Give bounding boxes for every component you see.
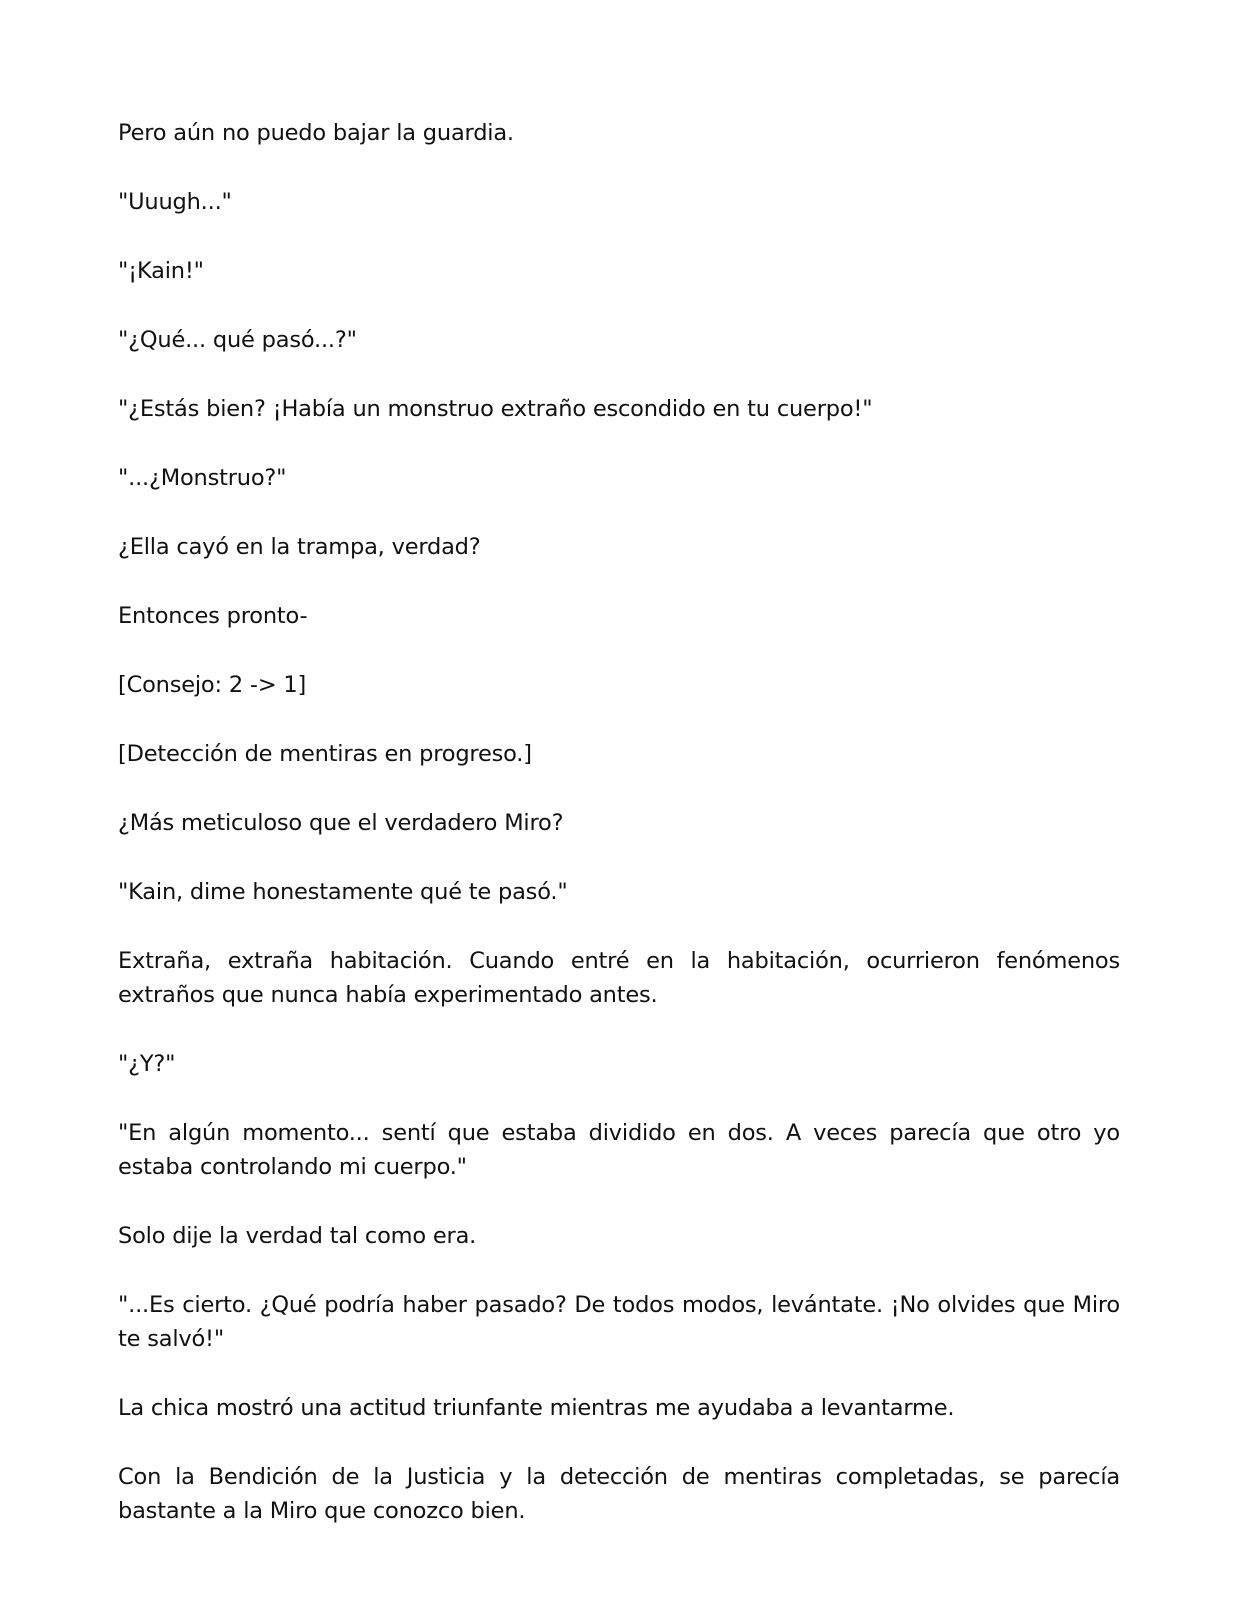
paragraph: "Uuugh..."	[118, 189, 232, 215]
paragraph: [Consejo: 2 -> 1]	[118, 672, 307, 698]
paragraph: ¿Ella cayó en la trampa, verdad?	[118, 534, 481, 560]
paragraph: "...¿Monstruo?"	[118, 465, 287, 491]
paragraph: "En algún momento... sentí que estaba dividido en dos. A veces parecía que otro yo estaba controlando mi cuerpo."	[118, 1120, 1120, 1180]
document-page	[118, 0, 1120, 1620]
paragraph: "¿Y?"	[118, 1051, 176, 1077]
paragraph: Solo dije la verdad tal como era.	[118, 1223, 477, 1249]
paragraph: Con la Bendición de la Justicia y la detección de mentiras completadas, se parecía bastante a la Miro que conozco bien.	[118, 1464, 1120, 1524]
paragraph: Extraña, extraña habitación. Cuando entré en la habitación, ocurrieron fenómenos extraños que nunca había experimentado antes.	[118, 948, 1120, 1008]
paragraph: ¿Más meticuloso que el verdadero Miro?	[118, 810, 564, 836]
paragraph: "¿Estás bien? ¡Había un monstruo extraño escondido en tu cuerpo!"	[118, 396, 873, 422]
paragraph: "¿Qué... qué pasó...?"	[118, 327, 357, 353]
paragraph: [Detección de mentiras en progreso.]	[118, 741, 532, 767]
paragraph: "...Es cierto. ¿Qué podría haber pasado? De todos modos, levántate. ¡No olvides que Miro te salvó!"	[118, 1292, 1120, 1352]
paragraph: Pero aún no puedo bajar la guardia.	[118, 120, 514, 146]
paragraph: La chica mostró una actitud triunfante mientras me ayudaba a levantarme.	[118, 1395, 955, 1421]
paragraph: "Kain, dime honestamente qué te pasó."	[118, 879, 568, 905]
paragraph: Entonces pronto-	[118, 603, 308, 629]
paragraph: "¡Kain!"	[118, 258, 204, 284]
